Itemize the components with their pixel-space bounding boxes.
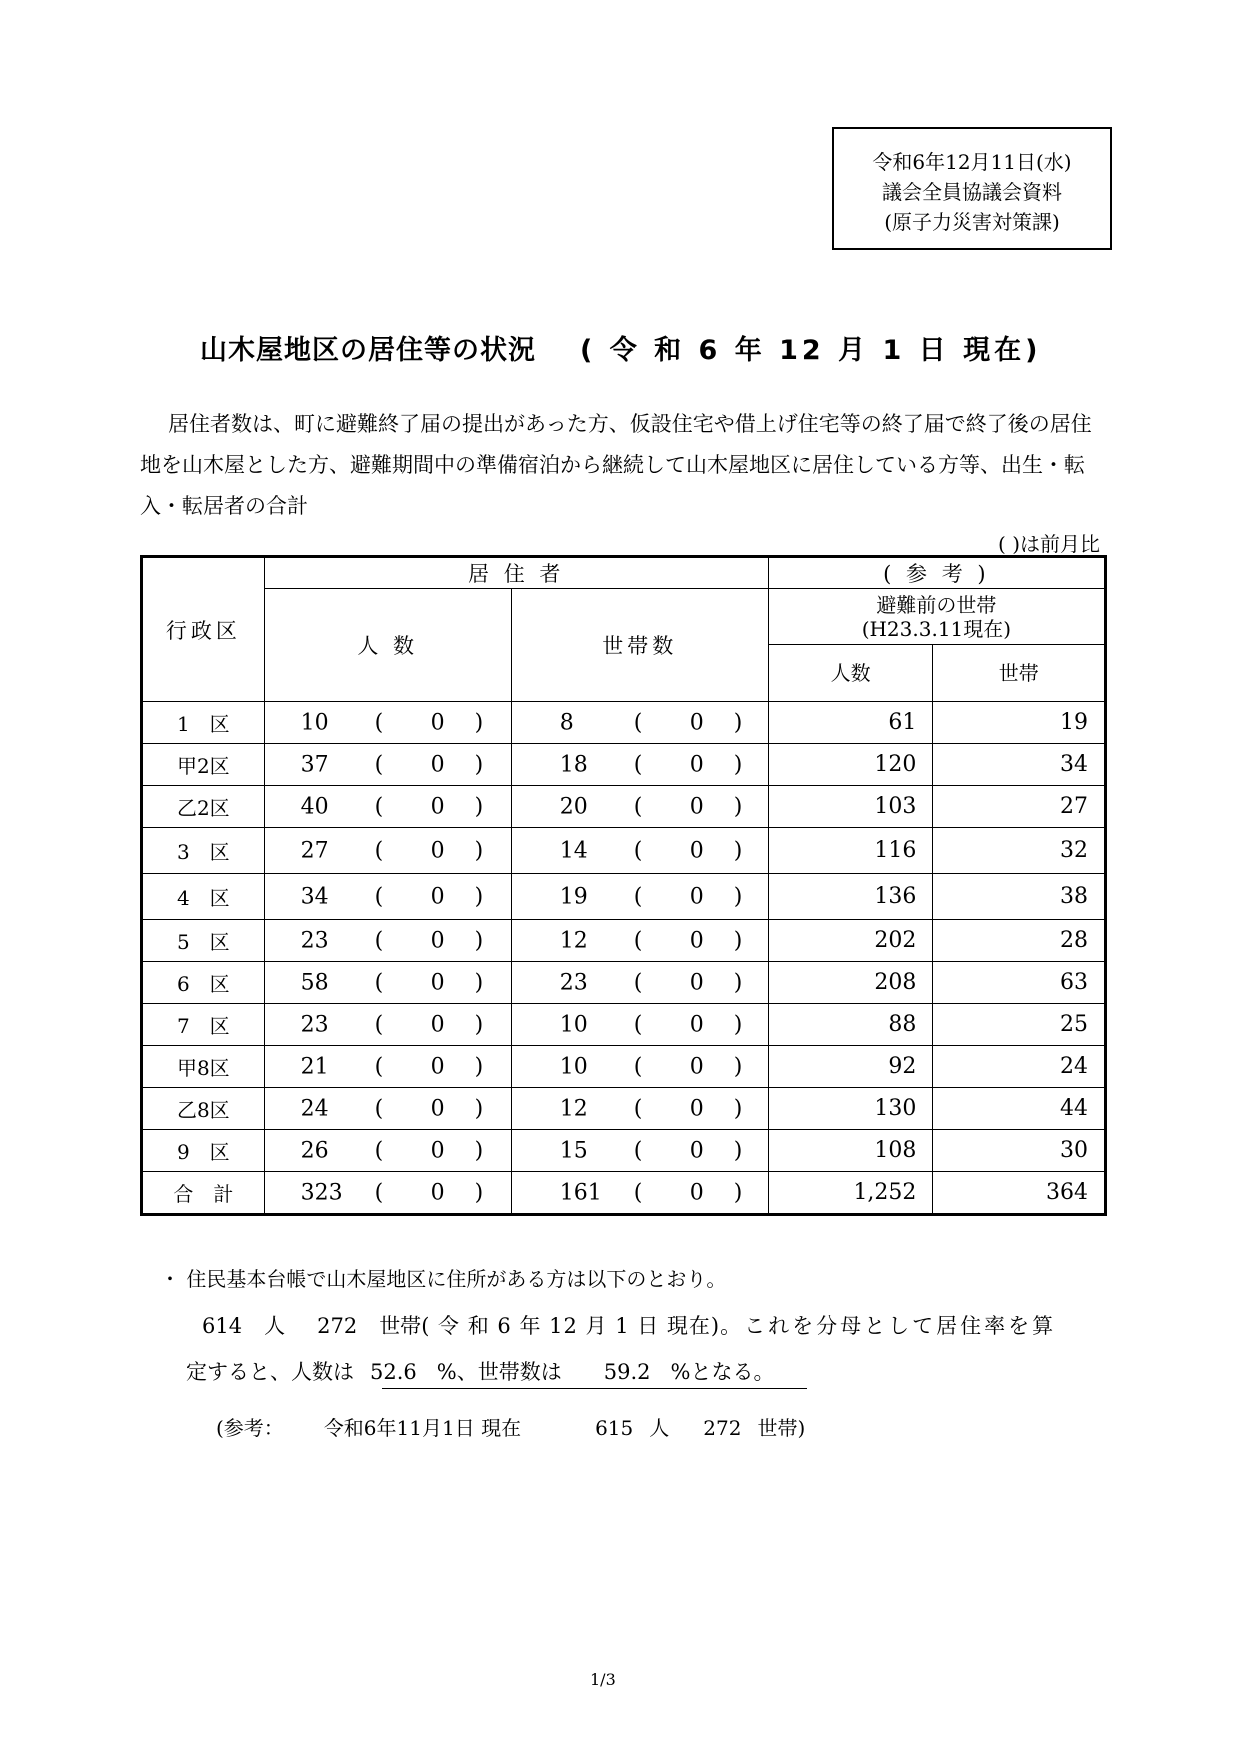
- close-paren: ): [733, 928, 743, 953]
- header-reference: ( 参 考 ): [768, 557, 1105, 589]
- people-cell: [264, 920, 511, 962]
- ref-date: 令和6年11月1日 現在: [323, 1416, 522, 1440]
- open-paren: (: [374, 752, 384, 777]
- people-cell: [264, 702, 511, 744]
- header-before-label: 避難前の世帯: [876, 592, 997, 617]
- people-count: 26: [300, 1138, 329, 1163]
- ref-people-cell: 136: [768, 874, 933, 920]
- ref-people-cell: 130: [768, 1088, 933, 1130]
- households-diff: 0: [689, 1180, 704, 1205]
- district-cell: 5 区: [142, 920, 265, 962]
- people-diff: 0: [430, 928, 445, 953]
- district-cell: 6 区: [142, 962, 265, 1004]
- district-cell: 4 区: [142, 874, 265, 920]
- ref-people-cell: 1,252: [768, 1172, 933, 1215]
- table-row: [142, 828, 1106, 874]
- close-paren: ): [474, 928, 484, 953]
- close-paren: ): [733, 838, 743, 863]
- households-diff: 0: [689, 1012, 704, 1037]
- open-paren: (: [633, 970, 643, 995]
- households-diff: 0: [689, 752, 704, 777]
- residence-table: [140, 555, 1107, 1216]
- district-cell: 9 区: [142, 1130, 265, 1172]
- stamp-department: (原子力災害対策課): [884, 210, 1060, 234]
- unit-people: 人: [264, 1314, 286, 1338]
- table-row: [142, 1046, 1106, 1088]
- people-count: 58: [300, 970, 329, 995]
- people-diff: 0: [430, 710, 445, 735]
- households-cell: [511, 962, 768, 1004]
- people-cell: [264, 1088, 511, 1130]
- people-cell: [264, 874, 511, 920]
- people-diff: 0: [430, 1012, 445, 1037]
- households-count: 20: [559, 794, 588, 819]
- open-paren: (: [633, 1180, 643, 1205]
- table-row: [142, 786, 1106, 828]
- open-paren: (: [374, 1096, 384, 1121]
- district-cell: 7 区: [142, 1004, 265, 1046]
- people-cell: [264, 744, 511, 786]
- rate-intro: 定すると、人数は: [186, 1360, 354, 1384]
- people-cell: [264, 1172, 511, 1215]
- district-cell: 乙2区: [142, 786, 265, 828]
- rate-mid: %、世帯数は: [436, 1360, 562, 1384]
- close-paren: ): [733, 970, 743, 995]
- table-row: [142, 1004, 1106, 1046]
- rate-people: 52.6: [370, 1360, 417, 1384]
- open-paren: (: [633, 1138, 643, 1163]
- people-cell: [264, 1130, 511, 1172]
- households-cell: [511, 1046, 768, 1088]
- title-date: ( 令 和 6 年 12 月 1 日 現在): [580, 335, 1042, 366]
- close-paren: ): [474, 970, 484, 995]
- close-paren: ): [474, 710, 484, 735]
- households-count: 14: [559, 838, 588, 863]
- households-diff: 0: [689, 794, 704, 819]
- table-row: [142, 1130, 1106, 1172]
- district-cell: 乙8区: [142, 1088, 265, 1130]
- people-cell: [264, 1004, 511, 1046]
- households-count: 19: [559, 884, 588, 909]
- table-row: [142, 1088, 1106, 1130]
- ref-households-cell: 63: [933, 962, 1106, 1004]
- ref-households-cell: 30: [933, 1130, 1106, 1172]
- stamp-date: 令和6年12月11日(水): [872, 150, 1072, 174]
- open-paren: (: [374, 928, 384, 953]
- table-note: ( )は前月比: [998, 532, 1100, 556]
- open-paren: (: [374, 1054, 384, 1079]
- households-count: 10: [559, 1054, 588, 1079]
- rate-underline: [382, 1388, 807, 1389]
- district-cell: 合 計: [142, 1172, 265, 1215]
- open-paren: (: [374, 884, 384, 909]
- close-paren: ): [733, 1180, 743, 1205]
- open-paren: (: [633, 884, 643, 909]
- people-count: 34: [300, 884, 329, 909]
- ref-label: (参考：: [216, 1416, 284, 1440]
- rate-tail: %となる。: [670, 1360, 775, 1384]
- ref-households-cell: 32: [933, 828, 1106, 874]
- people-count: 10: [300, 710, 329, 735]
- people-cell: [264, 962, 511, 1004]
- households-diff: 0: [689, 1138, 704, 1163]
- open-paren: (: [374, 794, 384, 819]
- header-people: 人 数: [264, 589, 511, 702]
- intro-paragraph: 居住者数は、町に避難終了届の提出があった方、仮設住宅や借上げ住宅等の終了届で終了後の居住地を山木屋とした方、避難期間中の準備宿泊から継続して山木屋地区に居住している方等、出生・転入・転居者の合計: [140, 412, 1092, 518]
- ref-households-cell: 19: [933, 702, 1106, 744]
- header-district: 行政区: [142, 557, 265, 702]
- district-cell: 3 区: [142, 828, 265, 874]
- households-count: 23: [559, 970, 588, 995]
- households-count: 15: [559, 1138, 588, 1163]
- open-paren: (: [633, 794, 643, 819]
- households-count: 18: [559, 752, 588, 777]
- households-count: 8: [559, 710, 574, 735]
- households-cell: [511, 1130, 768, 1172]
- close-paren: ): [474, 1012, 484, 1037]
- close-paren: ): [733, 710, 743, 735]
- header-ref-households: 世帯: [933, 645, 1106, 702]
- open-paren: (: [633, 752, 643, 777]
- households-cell: [511, 1004, 768, 1046]
- close-paren: ): [474, 1180, 484, 1205]
- households-diff: 0: [689, 1054, 704, 1079]
- page-number: 1/3: [590, 1670, 616, 1689]
- header-residents: 居 住 者: [264, 557, 768, 589]
- close-paren: ): [474, 752, 484, 777]
- district-cell: 甲2区: [142, 744, 265, 786]
- close-paren: ): [474, 1054, 484, 1079]
- people-count: 323: [300, 1180, 343, 1205]
- ref-people-cell: 116: [768, 828, 933, 874]
- registered-households: 272: [317, 1314, 358, 1338]
- table-row: [142, 874, 1106, 920]
- table-row: [142, 962, 1106, 1004]
- households-cell: [511, 920, 768, 962]
- close-paren: ): [733, 1054, 743, 1079]
- header-ref-people: 人数: [768, 645, 933, 702]
- people-diff: 0: [430, 1180, 445, 1205]
- people-diff: 0: [430, 794, 445, 819]
- header-households: 世帯数: [511, 589, 768, 702]
- registered-people: 614: [202, 1314, 243, 1338]
- resident-registry-bullet: ・ 住民基本台帳で山木屋地区に住所がある方は以下のとおり。: [160, 1267, 727, 1291]
- people-diff: 0: [430, 1138, 445, 1163]
- calc-tail: 。これを分母として居住率を算: [720, 1314, 1057, 1338]
- open-paren: (: [374, 710, 384, 735]
- ref-households-cell: 24: [933, 1046, 1106, 1088]
- table-row: [142, 702, 1106, 744]
- households-count: 10: [559, 1012, 588, 1037]
- close-paren: ): [733, 752, 743, 777]
- table-row: [142, 744, 1106, 786]
- ref-unit-people: 人: [649, 1416, 670, 1440]
- households-cell: [511, 828, 768, 874]
- people-cell: [264, 786, 511, 828]
- page-title: [200, 328, 1041, 367]
- table-row: [142, 920, 1106, 962]
- open-paren: (: [374, 970, 384, 995]
- households-diff: 0: [689, 884, 704, 909]
- people-count: 37: [300, 752, 329, 777]
- close-paren: ): [733, 1138, 743, 1163]
- close-paren: ): [474, 1096, 484, 1121]
- people-cell: [264, 828, 511, 874]
- households-diff: 0: [689, 838, 704, 863]
- close-paren: ): [474, 794, 484, 819]
- people-count: 23: [300, 1012, 329, 1037]
- ref-people: 615: [595, 1416, 634, 1440]
- households-count: 161: [559, 1180, 602, 1205]
- ref-households: 272: [703, 1416, 742, 1440]
- people-cell: [264, 1046, 511, 1088]
- people-count: 23: [300, 928, 329, 953]
- ref-households-cell: 44: [933, 1088, 1106, 1130]
- ref-people-cell: 202: [768, 920, 933, 962]
- open-paren: (: [374, 838, 384, 863]
- ref-unit-households: 世帯): [757, 1416, 806, 1440]
- people-diff: 0: [430, 752, 445, 777]
- ref-people-cell: 103: [768, 786, 933, 828]
- ref-people-cell: 120: [768, 744, 933, 786]
- ref-households-cell: 364: [933, 1172, 1106, 1215]
- ref-households-cell: 28: [933, 920, 1106, 962]
- ref-people-cell: 88: [768, 1004, 933, 1046]
- people-count: 21: [300, 1054, 329, 1079]
- households-count: 12: [559, 928, 588, 953]
- close-paren: ): [474, 838, 484, 863]
- open-paren: (: [633, 1012, 643, 1037]
- ref-households-cell: 25: [933, 1004, 1106, 1046]
- people-diff: 0: [430, 884, 445, 909]
- close-paren: ): [474, 1138, 484, 1163]
- ref-households-cell: 27: [933, 786, 1106, 828]
- households-diff: 0: [689, 1096, 704, 1121]
- stamp-meeting: 議会全員協議会資料: [882, 180, 1062, 204]
- people-count: 27: [300, 838, 329, 863]
- households-cell: [511, 874, 768, 920]
- close-paren: ): [733, 1096, 743, 1121]
- open-paren: (: [633, 710, 643, 735]
- table-body: [142, 702, 1106, 1215]
- district-cell: 甲8区: [142, 1046, 265, 1088]
- title-main: 山木屋地区の居住等の状況: [200, 335, 536, 366]
- households-cell: [511, 1088, 768, 1130]
- open-paren: (: [633, 1054, 643, 1079]
- people-count: 24: [300, 1096, 329, 1121]
- close-paren: ): [474, 884, 484, 909]
- ref-households-cell: 34: [933, 744, 1106, 786]
- rate-line: [186, 1356, 774, 1386]
- households-cell: [511, 744, 768, 786]
- ref-people-cell: 61: [768, 702, 933, 744]
- ref-households-cell: 38: [933, 874, 1106, 920]
- close-paren: ): [733, 1012, 743, 1037]
- households-diff: 0: [689, 928, 704, 953]
- households-count: 12: [559, 1096, 588, 1121]
- ref-people-cell: 208: [768, 962, 933, 1004]
- households-cell: [511, 1172, 768, 1215]
- open-paren: (: [374, 1012, 384, 1037]
- district-cell: 1 区: [142, 702, 265, 744]
- table-row: [142, 1172, 1106, 1215]
- rate-households: 59.2: [603, 1360, 651, 1384]
- people-diff: 0: [430, 1096, 445, 1121]
- registry-figures-line: [202, 1310, 1056, 1340]
- registry-date: ( 令 和 6 年 12 月 1 日 現在): [421, 1314, 721, 1338]
- header-before-date: (H23.3.11現在): [861, 616, 1012, 641]
- ref-people-cell: 92: [768, 1046, 933, 1088]
- unit-households: 世帯: [379, 1314, 422, 1338]
- header-before-evacuation: [768, 589, 1105, 645]
- people-diff: 0: [430, 1054, 445, 1079]
- open-paren: (: [374, 1180, 384, 1205]
- households-cell: [511, 702, 768, 744]
- open-paren: (: [633, 838, 643, 863]
- meeting-stamp-box: [832, 127, 1112, 250]
- open-paren: (: [633, 928, 643, 953]
- ref-people-cell: 108: [768, 1130, 933, 1172]
- open-paren: (: [374, 1138, 384, 1163]
- close-paren: ): [733, 884, 743, 909]
- households-diff: 0: [689, 710, 704, 735]
- people-diff: 0: [430, 970, 445, 995]
- households-diff: 0: [689, 970, 704, 995]
- close-paren: ): [733, 794, 743, 819]
- people-diff: 0: [430, 838, 445, 863]
- open-paren: (: [633, 1096, 643, 1121]
- households-cell: [511, 786, 768, 828]
- reference-line: [216, 1412, 805, 1441]
- people-count: 40: [300, 794, 329, 819]
